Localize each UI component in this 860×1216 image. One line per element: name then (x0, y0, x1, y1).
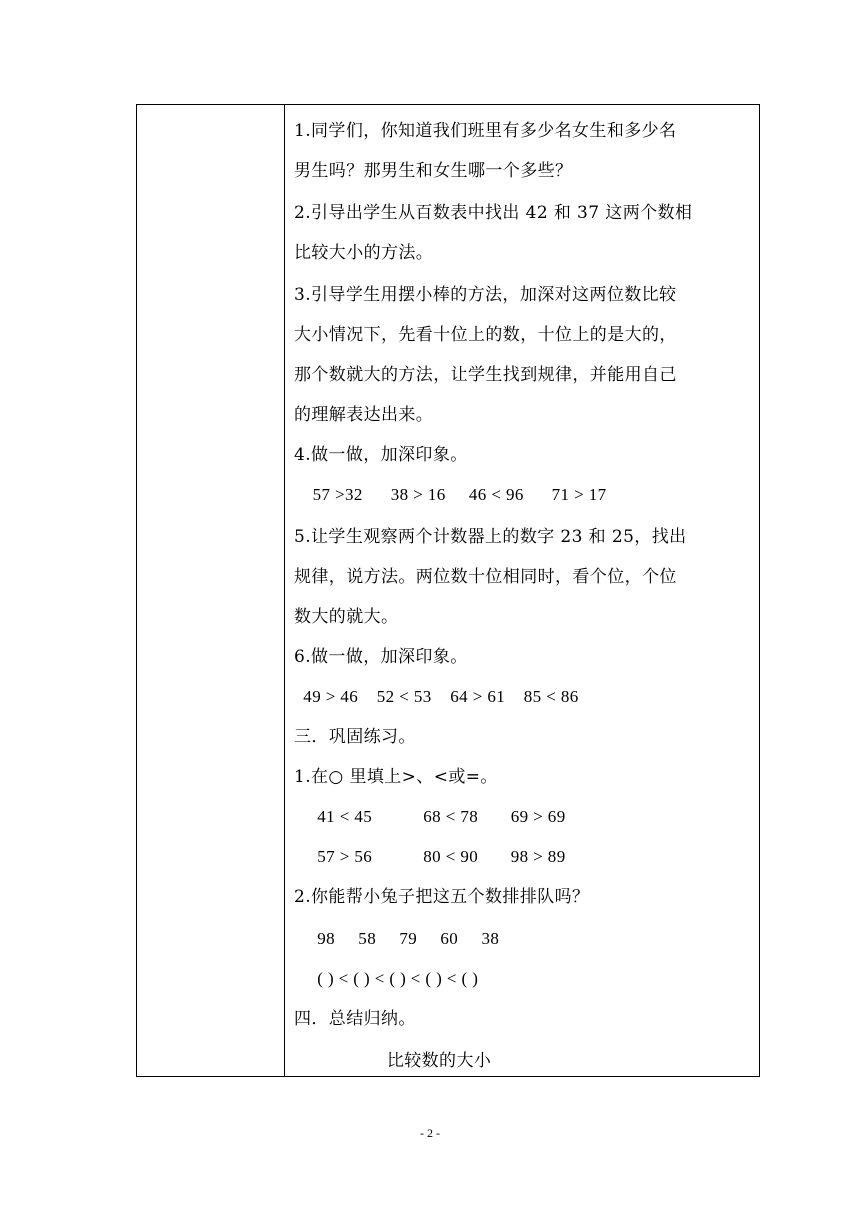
exercise-row: ( ) < ( ) < ( ) < ( ) < ( ) (294, 969, 479, 988)
section-heading: 四．总结归纳。 (294, 1009, 416, 1029)
content-line: 4.做一做，加深印象。 (294, 445, 468, 465)
content-line: 3.引导学生用摆小棒的方法，加深对这两位数比较 (294, 285, 677, 305)
content-line: 那个数就大的方法，让学生找到规律，并能用自己 (294, 365, 677, 385)
page-number: - 2 - (420, 1126, 440, 1140)
table-left-column (137, 105, 285, 1076)
content-line: 6.做一做，加深印象。 (294, 647, 468, 667)
summary-title: 比较数的大小 (294, 1051, 492, 1071)
content-line: 规律，说方法。两位数十位相同时，看个位，个位 (294, 567, 677, 587)
content-line: 1.同学们，你知道我们班里有多少名女生和多少名 (294, 121, 677, 141)
content-line: 比较大小的方法。 (294, 243, 434, 263)
exercise-row: 57 >32 38 > 16 46 < 96 71 > 17 (294, 485, 607, 504)
content-line: 的理解表达出来。 (294, 405, 434, 425)
content-line: 男生吗？那男生和女生哪一个多些？ (294, 161, 573, 181)
exercise-row: 49 > 46 52 < 53 64 > 61 85 < 86 (294, 687, 579, 706)
content-line: 数大的就大。 (294, 607, 399, 627)
section-heading: 三．巩固练习。 (294, 727, 416, 747)
exercise-row: 41 < 45 68 < 78 69 > 69 (294, 807, 566, 826)
content-line: 2.引导出学生从百数表中找出 42 和 37 这两个数相 (294, 203, 693, 223)
content-line: 5.让学生观察两个计数器上的数字 23 和 25，找出 (294, 527, 687, 547)
content-line: 大小情况下，先看十位上的数，十位上的是大的， (294, 325, 677, 345)
exercise-row: 98 58 79 60 38 (294, 929, 500, 948)
content-line: 2.你能帮小兔子把这五个数排排队吗？ (294, 887, 590, 907)
exercise-row: 57 > 56 80 < 90 98 > 89 (294, 847, 566, 866)
content-line: 1.在○ 里填上>、<或=。 (294, 767, 498, 787)
